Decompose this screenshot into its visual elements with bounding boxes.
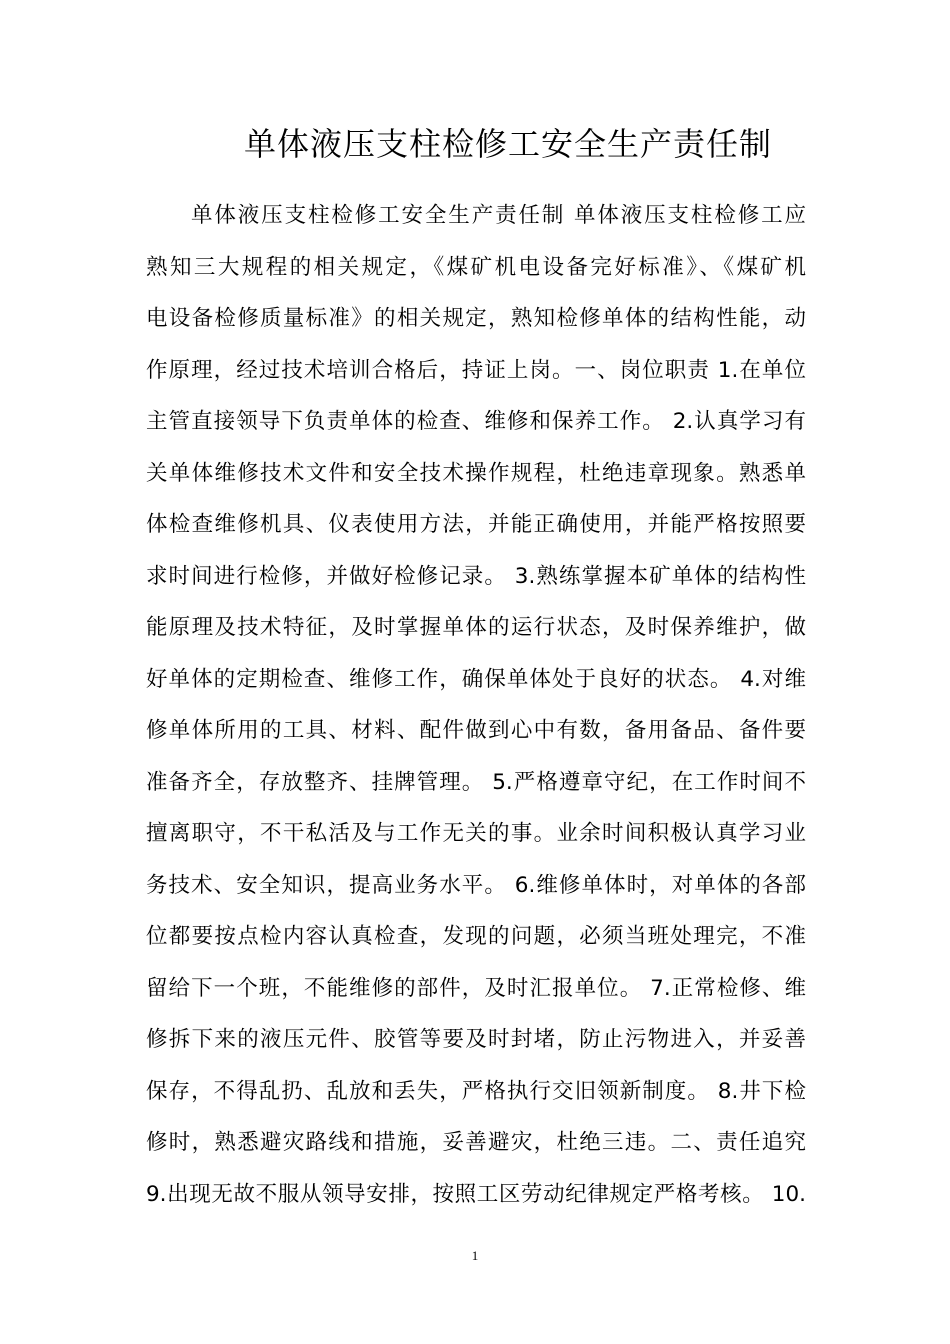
document-title: 单体液压支柱检修工安全生产责任制 (243, 125, 772, 163)
body-line: 留给下一个班，不能维修的部件，及时汇报单位。 7.正常检修、维 (146, 975, 806, 1001)
body-line: 关单体维修技术文件和安全技术操作规程，杜绝违章现象。熟悉单 (146, 460, 806, 486)
body-line: 修时，熟悉避灾路线和措施，妥善避灾，杜绝三违。二、责任追究 (146, 1130, 806, 1155)
body-line: 熟知三大规程的相关规定，《煤矿机电设备完好标准》、《煤矿机 (146, 254, 806, 280)
body-line: 电设备检修质量标准》的相关规定，熟知检修单体的结构性能，动 (146, 306, 806, 331)
body-line: 能原理及技术特征，及时掌握单体的运行状态，及时保养维护，做 (146, 615, 806, 640)
body-line: 体检查维修机具、仪表使用方法，并能正确使用，并能严格按照要 (146, 512, 806, 537)
body-text (146, 190, 806, 1220)
body-line: 务技术、安全知识，提高业务水平。 6.维修单体时，对单体的各部 (146, 872, 806, 898)
body-line: 保存，不得乱扔、乱放和丢失，严格执行交旧领新制度。 8.井下检 (146, 1078, 806, 1104)
page-number: 1 (471, 1248, 479, 1263)
body-line: 修单体所用的工具、材料、配件做到心中有数，备用备品、备件要 (146, 718, 806, 743)
body-line: 修拆下来的液压元件、胶管等要及时封堵，防止污物进入，并妥善 (146, 1027, 806, 1052)
body-line: 准备齐全，存放整齐、挂牌管理。 5.严格遵章守纪，在工作时间不 (146, 769, 806, 795)
body-line: 擅离职守，不干私活及与工作无关的事。业余时间积极认真学习业 (146, 821, 806, 846)
body-line: 9.出现无故不服从领导安排，按照工区劳动纪律规定严格考核。 10. (146, 1181, 806, 1207)
body-line: 作原理，经过技术培训合格后，持证上岗。一、岗位职责 1.在单位 (146, 357, 806, 383)
body-line: 主管直接领导下负责单体的检查、维修和保养工作。 2.认真学习有 (146, 409, 806, 434)
body-line: 好单体的定期检查、维修工作，确保单体处于良好的状态。 4.对维 (146, 666, 806, 692)
body-line: 位都要按点检内容认真检查，发现的问题，必须当班处理完，不准 (146, 924, 806, 949)
body-line: 单体液压支柱检修工安全生产责任制 单体液压支柱检修工应 (191, 203, 806, 228)
body-line: 求时间进行检修，并做好检修记录。 3.熟练掌握本矿单体的结构性 (146, 563, 806, 589)
